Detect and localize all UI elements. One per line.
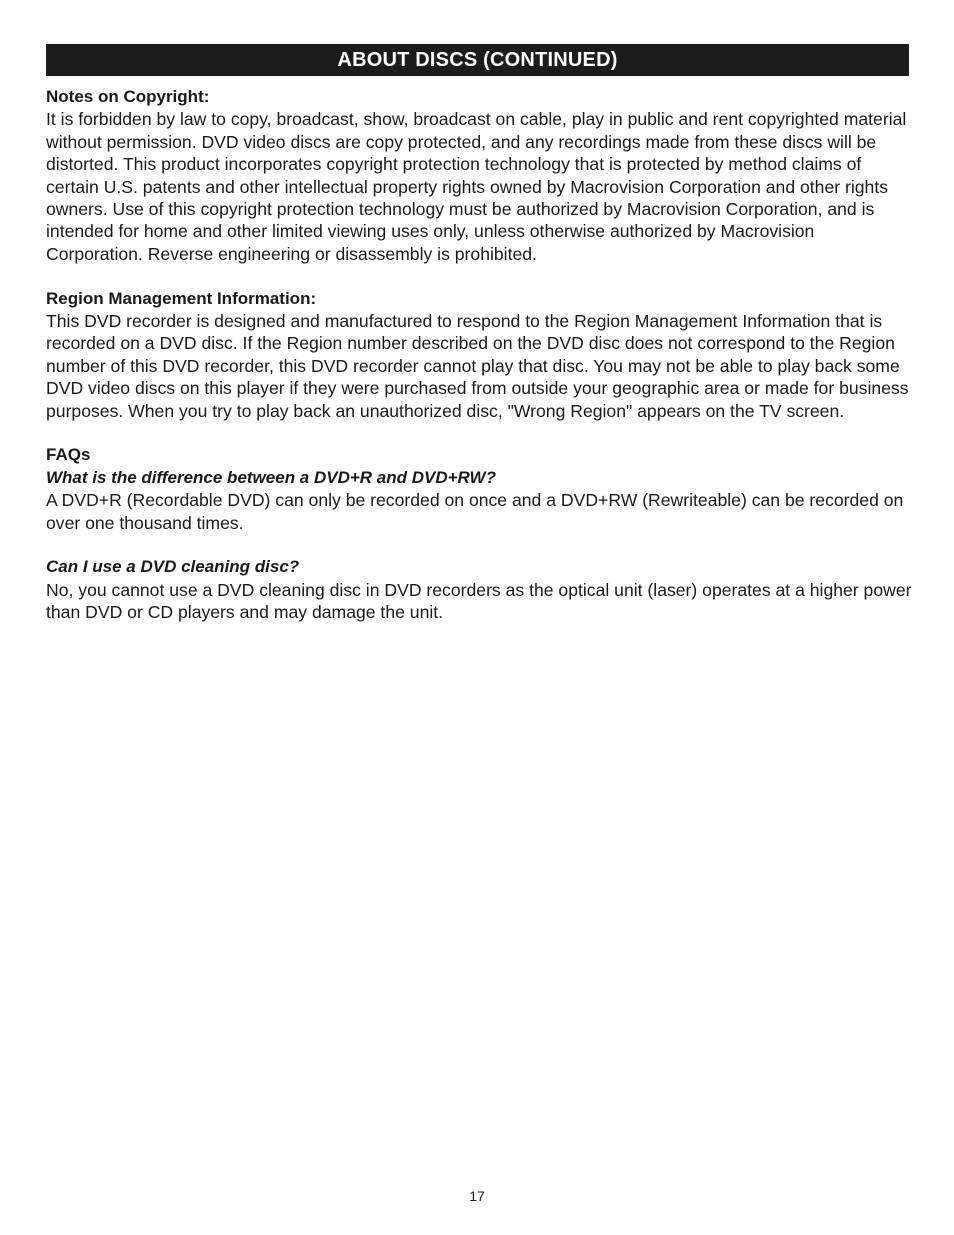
faq-answer: No, you cannot use a DVD cleaning disc in DVD recorders as the optical unit (laser) operates at a higher power than DVD or CD players and may damage the unit. — [46, 579, 912, 623]
faq-section — [46, 444, 912, 534]
region-section — [46, 288, 912, 422]
faq-question: What is the difference between a DVD+R and DVD+RW? — [46, 467, 496, 487]
region-body: This DVD recorder is designed and manufactured to respond to the Region Management Information that is recorded on a DVD disc. If the Region number described on the DVD disc does not correspond to the Region number of this DVD recorder, this DVD recorder cannot play that disc. You may not be able to play back some DVD video discs on this player if they were purchased from outside your geographic area or made for business purposes. When you try to play back an unauthorized disc, "Wrong Region" appears on the TV screen. — [46, 311, 909, 421]
faq-section-2 — [46, 556, 912, 623]
faq-heading: FAQs — [46, 445, 91, 465]
copyright-heading: Notes on Copyright: — [46, 87, 210, 106]
faq-answer: A DVD+R (Recordable DVD) can only be recorded on once and a DVD+RW (Rewriteable) can be recorded on over one thousand times. — [46, 490, 904, 533]
page-number: 17 — [469, 1188, 485, 1204]
copyright-section — [46, 86, 912, 265]
page-title: ABOUT DISCS (CONTINUED) — [46, 44, 909, 76]
region-heading: Region Management Information: — [46, 288, 317, 308]
copyright-body: It is forbidden by law to copy, broadcast, show, broadcast on cable, play in public and rent copyrighted material without permission. DVD video discs are copy protected, and any recordings made from these discs will be distorted. This product incorporates copyright protection technology that is protected by method claims of certain U.S. patents and other intellectual property rights owned by Macrovision Corporation and other rights owners. Use of this copyright protection technology must be authorized by Macrovision Corporation, and is intended for home and other limited viewing uses only, unless otherwise authorized by Macrovision Corporation. Reverse engineering or disassembly is prohibited. — [46, 109, 907, 264]
page-content — [46, 86, 912, 646]
faq-question: Can I use a DVD cleaning disc? — [46, 557, 300, 577]
